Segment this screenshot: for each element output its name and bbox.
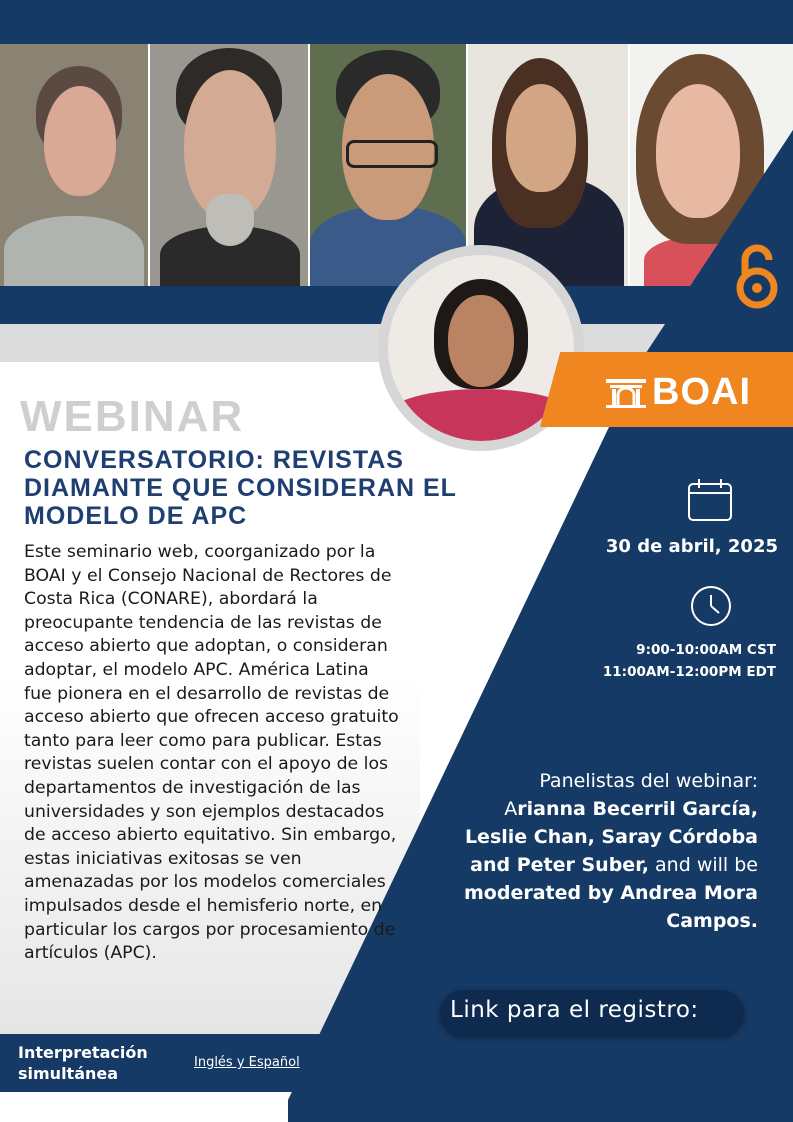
event-date: 30 de abril, 2025 (605, 536, 778, 557)
time-edt: 11:00AM-12:00PM EDT (602, 664, 776, 680)
event-description: Este seminario web, coorganizado por la BOAI y el Consejo Nacional de Rectores de Costa Rica (CONARE), abordará la preocupante tendencia de las revistas de acceso abierto que adoptan, o consideran adoptar, el modelo APC. América Latina fue pionera en el desarrollo de revistas de acceso abierto que ofrecen acceso gratuito tanto para leer como para publicar. Estas revistas suelen contar con el apoyo de los departamentos de investigación de las universidades y son ejemplos destacados de acceso abierto equitativo. Sin embargo, estas iniciativas exitosas se ven amenazadas por los modelos comerciales impulsados desde el hemisferio norte, en particular los cargos por procesamiento de artículos (APC). (24, 542, 399, 964)
open-access-lock-icon (735, 240, 783, 310)
panelists-connector: and will be (649, 854, 758, 876)
webinar-label: WEBINAR (20, 392, 245, 441)
calendar-icon (687, 478, 733, 522)
moderator-text: moderated by Andrea Mora Campos. (464, 882, 758, 932)
time-cst: 9:00-10:00AM CST (636, 642, 776, 658)
panelists-intro: Panelistas del webinar: (539, 770, 758, 792)
interpretation-languages-link[interactable]: Inglés y Español (194, 1055, 300, 1070)
register-link-label[interactable]: Link para el registro: (450, 997, 699, 1023)
interpretation-label: Interpretación simultánea (18, 1043, 148, 1083)
boai-logo-text: BOAI (652, 371, 751, 413)
building-icon (604, 377, 648, 409)
panelists-names: rianna Becerril García, Leslie Chan, Saray Córdoba and Peter Suber, (464, 798, 758, 876)
panelists-initial: A (504, 798, 518, 820)
page-title: CONVERSATORIO: REVISTAS DIAMANTE QUE CONSIDERAN EL MODELO DE APC (24, 446, 457, 530)
panelists-text (440, 767, 758, 935)
clock-icon (690, 585, 732, 627)
